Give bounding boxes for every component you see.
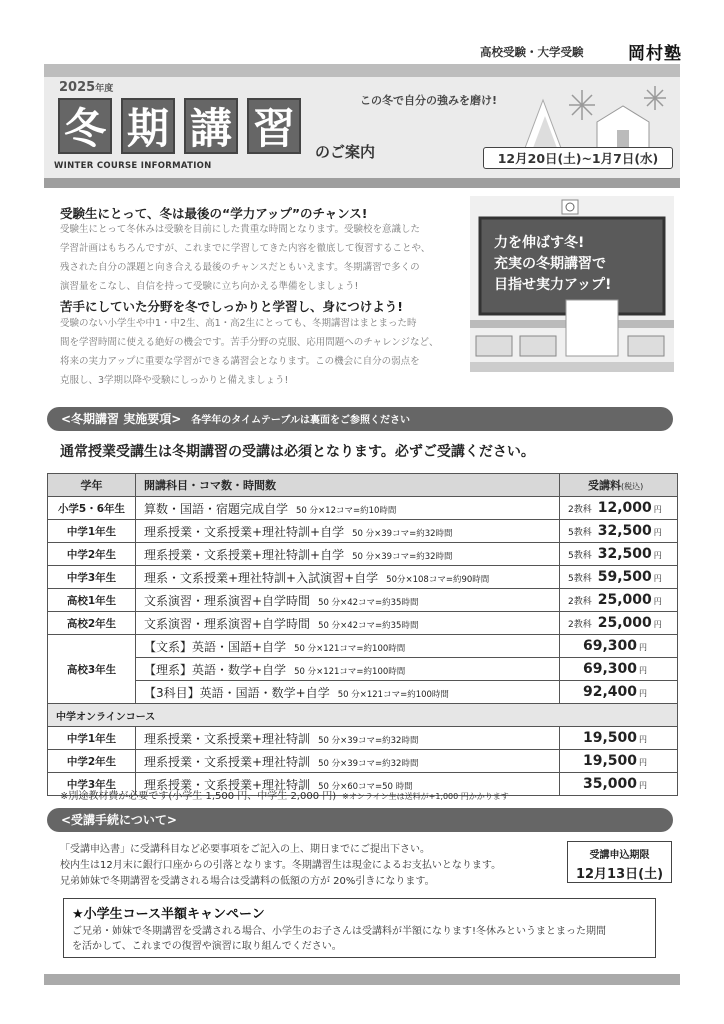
teacher-desk xyxy=(566,300,618,356)
table-row: 中学1年生 理系授業・文系授業+理社特訓 50 分×39コマ=約32時間 19,500 円 xyxy=(48,727,678,750)
intro-heading-1: 受験生にとって、冬は最後の“学力アップ”のチャンス! xyxy=(60,206,368,221)
header-fee: 受講料(税込) xyxy=(560,474,678,497)
table-row: 高校2年生 文系演習・理系演習+自学時間 50 分×42コマ=約35時間 2教科 25,000 円 xyxy=(48,612,678,635)
title-char-1: 冬 xyxy=(58,98,112,154)
title-char-2: 期 xyxy=(121,98,175,154)
table-row: 中学3年生 理系授業・文系授業+理社特訓 50 分×60コマ=50 時間 35,000 円 xyxy=(48,773,678,796)
table-row: 中学1年生 理系授業・文系授業+理社特訓+自学 50 分×39コマ=約32時間 5教科 32,500 円 xyxy=(48,520,678,543)
title-char-3: 講 xyxy=(184,98,238,154)
campaign-title: ★小学生コース半額キャンペーン xyxy=(72,907,265,922)
fee-table xyxy=(47,473,678,796)
header-grade: 学年 xyxy=(48,474,136,497)
winter-course-en: WINTER COURSE INFORMATION xyxy=(54,161,212,171)
brand-subtitle: 高校受験・大学受験 xyxy=(480,45,584,59)
material-fee-note: ※別途教材費が必要です(小学生 1,500 円、中学生 2,000 円) ※オンライン生は送料が+1,000 円かかります xyxy=(60,791,509,802)
header-subject: 開講科目・コマ数・時間数 xyxy=(136,474,560,497)
header-bottom-bar xyxy=(44,178,680,188)
online-course-header-row: 中学オンラインコース xyxy=(48,704,678,727)
procedure-text: 「受講申込書」に受講科目など必要事項をご記入の上、期日までにご提出下さい。 校内生は12月末に銀行口座からの引落となります。冬期講習生は現金によるお支払いとなります。 兄弟姉妹で冬期講習を受講される場合は受講料の低額の方が 20%引きになります。 xyxy=(60,844,502,887)
section-bar-procedure: <受講手続について> xyxy=(47,808,673,832)
period-box: 12月20日(土)~1月7日(水) xyxy=(483,147,673,169)
table-row: 高校1年生 文系演習・理系演習+自学時間 50 分×42コマ=約35時間 2教科 25,000 円 xyxy=(48,589,678,612)
brand-logo: 岡村塾 xyxy=(628,44,682,64)
annai-label: のご案内 xyxy=(315,143,376,161)
campaign-box xyxy=(63,898,656,958)
winter-scene-illustration xyxy=(505,80,680,150)
intro-paragraph-1: 受験生にとって冬休みは受験を目前にした貴重な時間となります。受験校を意識した 学習計画はもちろんですが、これまでに学習してきた内容を徹底して復習することや、 残された自分の課題と向き合える最後のチャンスだともいえます。冬期講習で多くの 演習量をこなし、自信を持って受験に立ち向かえる準備をしましょう! xyxy=(60,224,431,292)
snowflake-icon xyxy=(569,90,595,120)
section-bar-guidelines: <冬期講習 実施要項> 各学年のタイムテーブルは裏面をご参照ください xyxy=(47,407,673,431)
table-row: 高校3年生 【文系】英語・国語+自学 50 分×121コマ=約100時間 69,300 円 xyxy=(48,635,678,658)
header-top-bar xyxy=(44,64,680,77)
snowflake-icon xyxy=(644,86,666,110)
table-row: 中学3年生 理系・文系授業+理社特訓+入試演習+自学 50分×108コマ=約90時間 5教科 59,500 円 xyxy=(48,566,678,589)
table-row: 【3科目】英語・国語・数学+自学 50 分×121コマ=約100時間 92,400 円 xyxy=(48,681,678,704)
catch-phrase: この冬で自分の強みを磨け! xyxy=(360,94,498,107)
deadline-box: 受講申込期限 12月13日(土) xyxy=(567,841,672,883)
table-row: 中学2年生 理系授業・文系授業+理社特訓+自学 50 分×39コマ=約32時間 5教科 32,500 円 xyxy=(48,543,678,566)
required-notice: 通常授業受講生は冬期講習の受講は必須となります。必ずご受講ください。 xyxy=(60,444,535,460)
table-row: 中学2年生 理系授業・文系授業+理社特訓 50 分×39コマ=約32時間 19,500 円 xyxy=(48,750,678,773)
table-row: 【理系】英語・数学+自学 50 分×121コマ=約100時間 69,300 円 xyxy=(48,658,678,681)
board-message: 力を伸ばす冬! 充実の冬期講習で 目指せ実力アップ! xyxy=(494,235,612,293)
intro-paragraph-2: 受験のない小学生や中1・中2生、高1・高2生にとっても、冬期講習はまとまった時 間を学習時間に使える絶好の機会です。苦手分野の克服、応用問題へのチャレンジなど、 将来の実力アップに重要な学習ができる講習会となります。この機会に自分の弱点を 克服し、3学期以降や受験にしっかりと備えましょう! xyxy=(60,318,439,386)
clock-icon xyxy=(562,200,578,214)
campaign-body: ご兄弟・姉妹で冬期講習を受講される場合、小学生のお子さんは受講料が半額になります!冬休みというまとまった期間 を活かして、これまでの復習や演習に取り組んでください。 xyxy=(72,926,607,952)
year-label: 2025年度 xyxy=(59,80,114,95)
intro-heading-2: 苦手にしていた分野を冬でしっかりと学習し、身につけよう! xyxy=(60,299,403,314)
footer-bar xyxy=(44,974,680,985)
title-char-4: 習 xyxy=(247,98,301,154)
table-header-row xyxy=(48,474,678,497)
table-row: 小学5・6年生 算数・国語・宿題完成自学 50 分×12コマ=約10時間 2教科 12,000 円 xyxy=(48,497,678,520)
